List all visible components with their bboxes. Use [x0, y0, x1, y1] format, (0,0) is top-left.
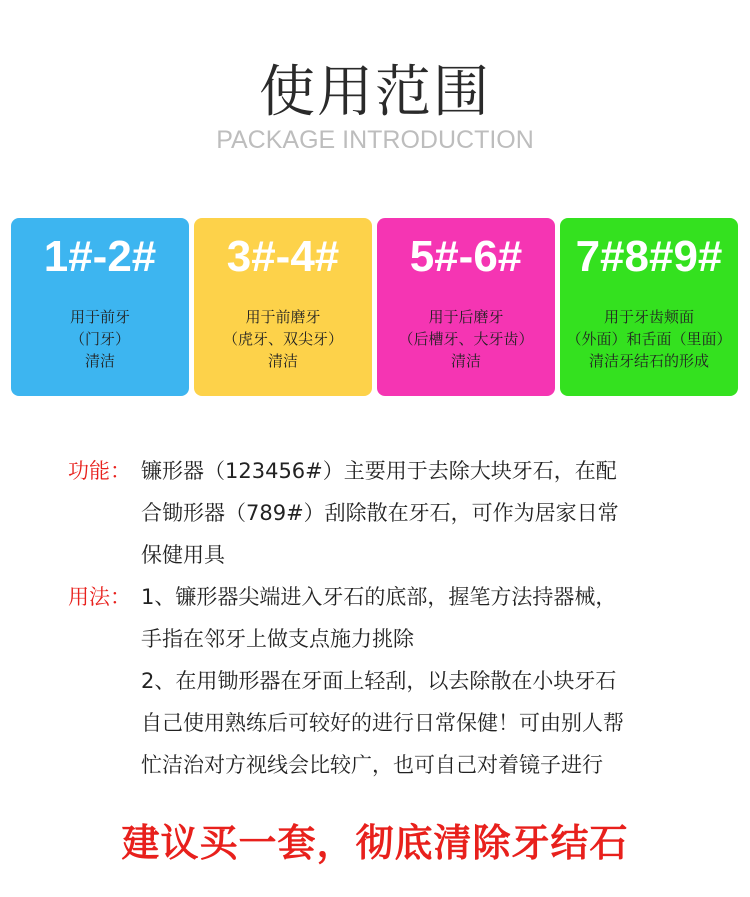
- card-1-2: [11, 218, 189, 396]
- card-desc-line: 用于后磨牙: [428, 308, 504, 326]
- card-desc-line: （后槽牙、大牙齿）: [398, 330, 534, 348]
- card-desc-line: 清洁: [267, 352, 298, 370]
- card-desc-line: 用于前磨牙: [245, 308, 321, 326]
- card-desc-line: （虎牙、双尖牙）: [222, 330, 343, 348]
- page-title: 使用范围: [259, 60, 491, 125]
- function-line: 合锄形器（789#）刮除散在牙石，可作为居家日常: [141, 501, 619, 525]
- usage-line: 自己使用熟练后可较好的进行日常保健！可由别人帮: [141, 711, 624, 735]
- card-description: [194, 306, 372, 372]
- recommendation-banner: 建议买一套，彻底清除牙结石: [121, 821, 629, 865]
- card-description: [11, 306, 189, 372]
- card-desc-line: 用于牙齿颊面: [603, 308, 694, 326]
- function-line: 保健用具: [141, 543, 225, 567]
- usage-line: 2、在用锄形器在牙面上轻刮，以去除散在小块牙石: [141, 669, 617, 693]
- card-5-6: [377, 218, 555, 396]
- card-description: [377, 306, 555, 372]
- card-7-8-9: [560, 218, 738, 396]
- usage-line: 手指在邻牙上做支点施力挑除: [141, 627, 414, 651]
- card-desc-line: （门牙）: [69, 330, 130, 348]
- card-3-4: [194, 218, 372, 396]
- card-description: [560, 306, 738, 372]
- card-desc-line: 清洁牙结石的形成: [588, 352, 709, 370]
- card-desc-line: 用于前牙: [69, 308, 130, 326]
- card-size-label: 3#-4#: [226, 232, 340, 281]
- function-text: [141, 450, 750, 576]
- function-line: 镰形器（123456#）主要用于去除大块牙石，在配: [141, 459, 617, 483]
- usage-line: 1、镰形器尖端进入牙石的底部，握笔方法持器械，: [141, 585, 617, 609]
- card-size-label: 7#8#9#: [575, 232, 723, 281]
- card-desc-line: （外面）和舌面（里面）: [566, 330, 732, 348]
- size-cards: [0, 218, 750, 396]
- card-size-label: 5#-6#: [409, 232, 523, 281]
- page-subtitle: PACKAGE INTRODUCTION: [216, 126, 534, 154]
- usage-label: 用法：: [68, 585, 131, 609]
- usage-line: 忙洁治对方视线会比较广，也可自己对着镜子进行: [141, 753, 603, 777]
- card-size-label: 1#-2#: [43, 232, 157, 281]
- function-label: 功能：: [68, 459, 131, 483]
- usage-text: [141, 576, 750, 786]
- card-desc-line: 清洁: [84, 352, 115, 370]
- card-desc-line: 清洁: [450, 352, 481, 370]
